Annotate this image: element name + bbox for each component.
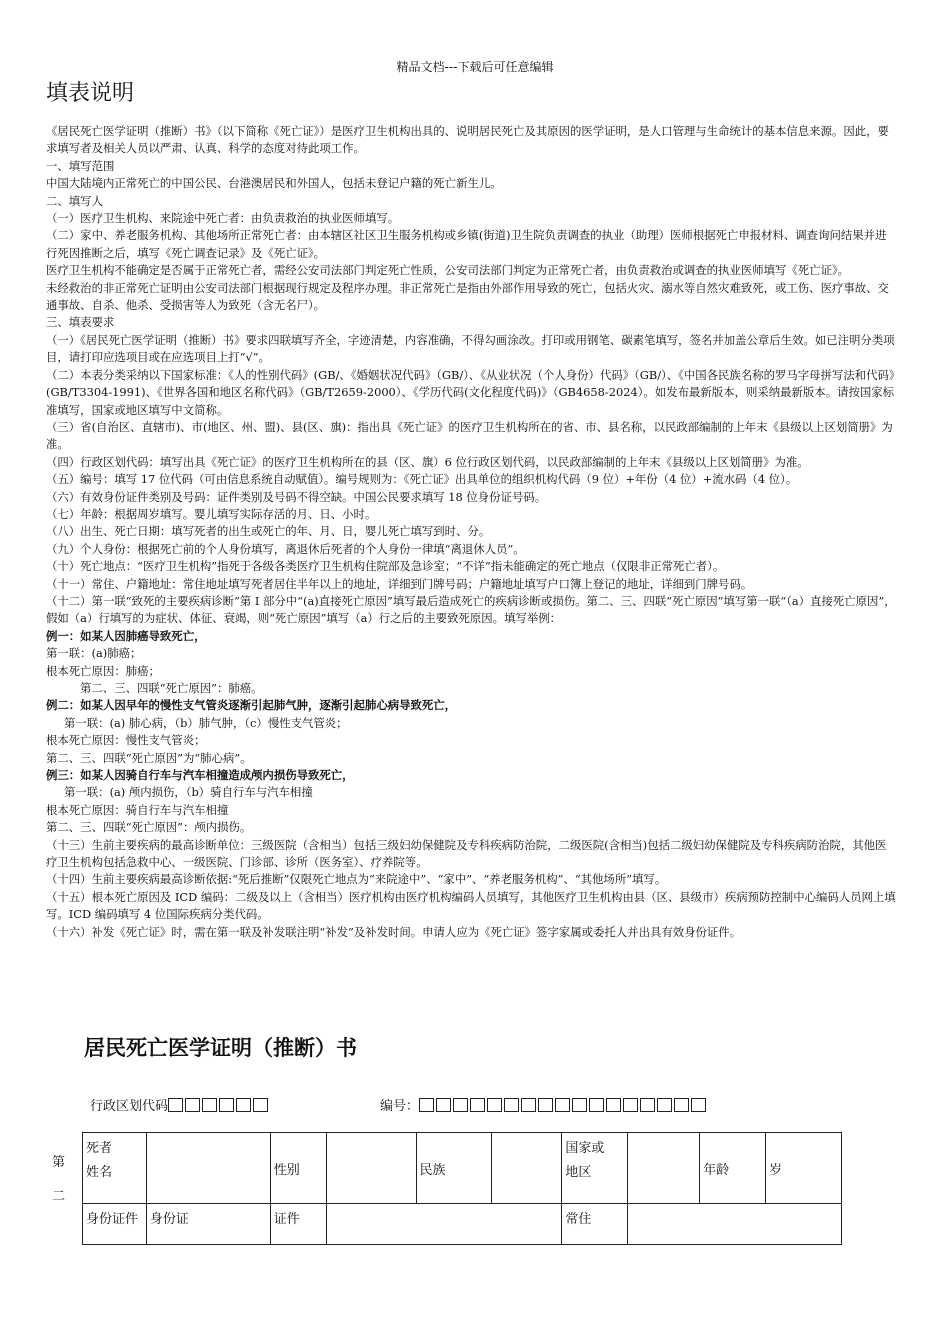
label-line: 姓名 [86,1165,113,1180]
serial-number-box[interactable] [470,1098,485,1112]
region-code-box[interactable] [168,1098,183,1112]
id-type-label: 身份证件 [83,1204,147,1245]
instruction-paragraph: 根本死亡原因：肺癌； [46,663,160,678]
instruction-paragraph: （三）省(自治区、直辖市)、市(地区、州、盟)、县(区、旗)：指出具《死亡证》的医疗卫生机构所在的省、市、县名称，以民政部编制的上年末《县级以上区划简册》为准。 [46,419,893,452]
instruction-paragraph: 第一联：(a) 肺心病，（b）肺气肿，（c）慢性支气管炎； [64,715,348,730]
instruction-paragraph: （七）年龄：根据周岁填写。婴儿填写实际存活的月、日、小时。 [46,506,377,521]
serial-number-box[interactable] [521,1098,536,1112]
label-line: 死者 [86,1141,113,1156]
region-code-box[interactable] [253,1098,268,1112]
serial-number-box[interactable] [691,1098,706,1112]
instruction-paragraph: 第二、三、四联“死亡原因”：肺癌。 [80,681,263,695]
instruction-paragraph: （五）编号：填写 17 位代码（可由信息系统自动赋值）。编号规则为：《死亡证》出具单位的组织机构代码（9 位）+年份（4 位）+流水码（4 位）。 [46,472,798,487]
serial-number-box[interactable] [623,1098,638,1112]
serial-number-boxes[interactable] [419,1099,708,1114]
serial-number-box[interactable] [606,1098,621,1112]
deceased-name-label [83,1133,147,1204]
region-code-box[interactable] [185,1098,200,1112]
age-field[interactable] [766,1133,842,1204]
serial-number-box[interactable] [674,1098,689,1112]
instruction-paragraph: 根本死亡原因：骑自行车与汽车相撞 [46,802,229,817]
death-certificate-form [82,1132,842,1245]
country-field[interactable] [628,1133,700,1204]
instruction-paragraph: 第二、三、四联“死亡原因”为“肺心病”。 [46,750,252,765]
instruction-paragraph: （十五）根本死亡原因及 ICD 编码：二级及以上（含相当）医疗机构由医疗机构编码人员填写，其他医疗卫生机构由县（区、县级市）疾病预防控制中心编码人员网上填写。ICD 编码填写 4 位国际疾病分类代码。 [46,889,896,922]
certificate-label: 证件 [270,1204,326,1245]
id-card-option[interactable]: 身份证 [146,1204,270,1245]
instruction-paragraph: 医疗卫生机构不能确定是否属于正常死亡者，需经公安司法部门判定死亡性质，公安司法部门判定为正常死亡者，由负责救治或调查的执业医师填写《死亡证》。 [46,263,850,278]
example-heading: 例三：如某人因骑自行车与汽车相撞造成颅内损伤导致死亡， [46,768,354,783]
serial-number-box[interactable] [538,1098,553,1112]
region-code-boxes[interactable] [168,1099,270,1114]
certificate-title: 居民死亡医学证明（推断）书 [84,1035,357,1060]
form-row-id-info [83,1204,842,1245]
example-heading: 例一：如某人因肺癌导致死亡， [46,628,206,643]
serial-number-box[interactable] [419,1098,434,1112]
copy-indicator [52,1146,70,1214]
serial-number-box[interactable] [487,1098,502,1112]
instruction-paragraph: （十四）生前主要疾病最高诊断依据:“死后推断”仅限死亡地点为“来院途中”、“家中”、“养老服务机构”、“其他场所”填写。 [46,872,667,887]
side-char: 二 [52,1189,66,1204]
page-title: 填表说明 [46,81,135,106]
instruction-paragraph: （八）出生、死亡日期：填写死者的出生或死亡的年、月、日，婴儿死亡填写到时、分。 [46,524,491,539]
region-code-box[interactable] [202,1098,217,1112]
certificate-number-field[interactable] [326,1204,562,1245]
instruction-paragraph: 第一联：(a)肺癌； [46,646,142,661]
instructions-body [46,123,896,941]
serial-number-box[interactable] [555,1098,570,1112]
serial-label: 编号： [380,1099,420,1114]
instruction-paragraph: 二、填写人 [46,193,103,208]
ethnicity-label: 民族 [416,1133,492,1204]
instruction-paragraph: （十六）补发《死亡证》时，需在第一联及补发联注明“补发”及补发时间。申请人应为《死亡证》签字家属或委托人并出具有效身份证件。 [46,924,742,939]
serial-number-box[interactable] [572,1098,587,1112]
age-label: 年龄 [700,1133,766,1204]
age-unit: 岁 [769,1162,783,1178]
instruction-paragraph: 中国大陆境内正常死亡的中国公民、台港澳居民和外国人，包括未登记户籍的死亡新生儿。 [46,176,502,191]
instruction-paragraph: 未经救治的非正常死亡证明由公安司法部门根据现行规定及程序办理。非正常死亡是指由外部作用导致的死亡，包括火灾、溺水等自然灾难致死，或工伤、医疗事故、交通事故、自杀、他杀、受损害等人为致死（含无名尸）。 [46,280,889,313]
instruction-paragraph: （一）《居民死亡医学证明（推断）书》要求四联填写齐全，字迹清楚，内容准确，不得勾画涂改。打印或用钢笔、碳素笔填写，签名并加盖公章后生效。如已注明分类项目，请打印应选项目或在应选项目上打“√”。 [46,332,895,365]
instruction-paragraph: 第二、三、四联“死亡原因”：颅内损伤。 [46,820,252,835]
sex-field[interactable] [326,1133,416,1204]
label-line: 地区 [565,1165,592,1180]
instruction-paragraph: （十二）第一联“致死的主要疾病诊断”第 I 部分中“(a)直接死亡原因”填写最后造成死亡的疾病诊断或损伤。第二、三、四联“死亡原因”填写第一联“（a）直接死亡原因”，假如（a）行填写的为症状、体征、衰竭，则“死亡原因”填写（a）行之后的主要致死原因。填写举例： [46,593,896,626]
instruction-paragraph: 三、填表要求 [46,315,115,330]
instruction-paragraph: （十）死亡地点：“医疗卫生机构”指死于各级各类医疗卫生机构住院部及急诊室；“不详”指未能确定的死亡地点（仅限非正常死亡者）。 [46,559,725,574]
instruction-paragraph: （六）有效身份证件类别及号码：证件类别及号码不得空缺。中国公民要求填写 18 位身份证号码。 [46,489,547,504]
instruction-paragraph: （一）医疗卫生机构、来院途中死亡者：由负责救治的执业医师填写。 [46,211,400,226]
instruction-paragraph: 第一联：(a) 颅内损伤，（b）骑自行车与汽车相撞 [64,785,313,800]
region-code [90,1095,270,1114]
instruction-paragraph: 《居民死亡医学证明（推断）书》（以下简称《死亡证》）是医疗卫生机构出具的、说明居民死亡及其原因的医学证明，是人口管理与生命统计的基本信息来源。因此，要求填写者及相关人员以严肃、认真、科学的态度对待此项工作。 [46,124,889,156]
serial-number-box[interactable] [640,1098,655,1112]
example-heading: 例二：如某人因早年的慢性支气管炎逐渐引起肺气肿，逐渐引起肺心病导致死亡， [46,698,457,713]
serial-number-box[interactable] [589,1098,604,1112]
instruction-paragraph: （二）本表分类采纳以下国家标准：《人的性别代码》(GB/、《婚姻状况代码》（GB/）、《从业状况（个人身份）代码》（GB/）、《中国各民族名称的罗马字母拼写法和代码》(GB/T3304-1991)、《世界各国和地区名称代码》（GB/T2659-2000）、《学历代码(文化程度代码)》（GB4658-2024）。如发布最新版本，则采纳最新版本。请按国家标准填写，国家或地区填写中文简称。 [46,367,895,417]
residence-label: 常住 [562,1204,628,1245]
country-label [562,1133,628,1204]
sex-label: 性别 [270,1133,326,1204]
region-code-box[interactable] [236,1098,251,1112]
label-line: 国家或 [565,1141,605,1156]
instruction-paragraph: （九）个人身份：根据死亡前的个人身份填写，离退休后死者的个人身份一律填“离退休人员”。 [46,541,525,556]
header-note: 精品文档---下载后可任意编辑 [396,60,554,74]
deceased-name-field[interactable] [146,1133,270,1204]
ethnicity-field[interactable] [492,1133,562,1204]
serial-number [380,1095,708,1114]
instruction-paragraph: 一、填写范围 [46,158,115,173]
instruction-paragraph: （十一）常住、户籍地址：常住地址填写死者居住半年以上的地址，详细到门牌号码；户籍地址填写户口簿上登记的地址，详细到门牌号码。 [46,576,753,591]
serial-number-box[interactable] [436,1098,451,1112]
instruction-paragraph: 根本死亡原因：慢性支气管炎； [46,733,206,748]
instruction-paragraph: （二）家中、养老服务机构、其他场所正常死亡者：由本辖区社区卫生服务机构或乡镇(街道)卫生院负责调查的执业（助理）医师根据死亡申报材料、调查询问结果并进行死因推断之后，填写《死亡调查记录》及《死亡证》。 [46,228,887,260]
residence-field[interactable] [628,1204,842,1245]
region-code-box[interactable] [219,1098,234,1112]
instruction-paragraph: （四）行政区划代码：填写出具《死亡证》的医疗卫生机构所在的县（区、旗）6 位行政区划代码，以民政部编制的上年末《县级以上区划简册》为准。 [46,454,809,469]
serial-number-box[interactable] [504,1098,519,1112]
instruction-paragraph: （十三）生前主要疾病的最高诊断单位：三级医院（含相当）包括三级妇幼保健院及专科疾病防治院，二级医院(含相当)包括二级妇幼保健院及专科疾病防治院，其他医疗卫生机构包括急救中心、一级医院、门诊部、诊所（医务室）、疗养院等。 [46,837,887,870]
form-row-basic-info [83,1133,842,1204]
side-char: 第 [52,1155,66,1170]
serial-number-box[interactable] [657,1098,672,1112]
serial-number-box[interactable] [453,1098,468,1112]
region-code-label: 行政区划代码 [90,1099,169,1114]
